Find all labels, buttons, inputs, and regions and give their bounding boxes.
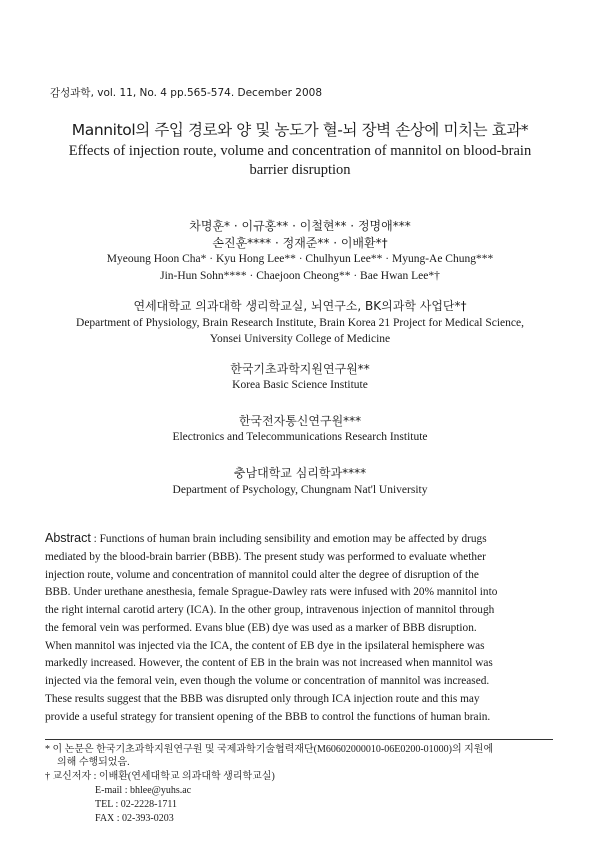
affiliation-1-english-line-1: Department of Physiology, Brain Research Institute, Brain Korea 21 Project for Medical Science, [76, 317, 524, 329]
affiliation-3-english: Electronics and Telecommunications Research Institute [172, 431, 428, 443]
affiliation-2-english: Korea Basic Science Institute [232, 379, 368, 391]
corresponding-author-footnote: † 교신저자 : 이배환(연세대학교 의과대학 생리학교실) [45, 771, 275, 782]
affiliation-4-english: Department of Psychology, Chungnam Nat'l University [172, 484, 428, 496]
abstract-line: Abstract : Functions of human brain including sensibility and emotion may be affected by drugs [45, 531, 487, 545]
abstract [45, 530, 553, 726]
journal-citation: 감성과학, vol. 11, No. 4 pp.565-574. December 2008 [50, 87, 323, 99]
korean-title: Mannitol의 주입 경로와 양 및 농도가 혈-뇌 장벽 손상에 미치는 효과* [71, 121, 529, 139]
affiliation-1-english-line-2: Yonsei University College of Medicine [209, 333, 391, 345]
abstract-label: Abstract [45, 531, 91, 545]
contact-email: E-mail : bhlee@yuhs.ac [95, 785, 192, 796]
english-title-line-2: barrier disruption [249, 162, 351, 178]
affiliation-3-korean: 한국전자통신연구원*** [238, 414, 362, 428]
affiliation-4-korean: 충남대학교 심리학과**** [233, 466, 367, 480]
authors-english-line-1: Myeoung Hoon Cha* · Kyu Hong Lee** · Chulhyun Lee** · Myung-Ae Chung*** [106, 253, 494, 265]
english-title [40, 142, 560, 180]
abstract-line: the femoral vein was performed. Evans blue (EB) dye was used as a marker of BBB disruption. [45, 621, 477, 634]
abstract-line: injected via the femoral vein, even though the volume or concentration of mannitol was increased. [45, 675, 490, 687]
abstract-line: the right internal carotid artery (ICA). In the other group, intravenous injection of mannitol through [45, 604, 495, 616]
authors-korean-line-2: 손진훈**** · 정재준** · 이배환*† [212, 236, 388, 250]
contact-fax: FAX : 02-393-0203 [95, 813, 174, 824]
authors-korean-line-1: 차명훈* · 이규홍** · 이철현** · 정명애*** [189, 219, 411, 233]
affiliation-1-korean: 연세대학교 의과대학 생리학교실, 뇌연구소, BK의과학 사업단*† [133, 299, 467, 313]
authors-english-line-2: Jin-Hun Sohn**** · Chaejoon Cheong** · Bae Hwan Lee*† [160, 270, 440, 282]
abstract-line: provide a useful strategy for transient opening of the BBB to control the functions of human brain. [45, 710, 491, 723]
contact-tel: TEL : 02-2228-1711 [95, 799, 178, 810]
abstract-line: These results suggest that the BBB was disrupted only through ICA injection route and this may [45, 692, 480, 705]
abstract-line: injection route, volume and concentration of mannitol could alter the degree of disruption of the [45, 568, 479, 581]
funding-footnote-line-1: * 이 논문은 한국기초과학지원연구원 및 국제과학기술협력재단(M60602000010-06E0200-01000)의 지원에 [45, 744, 494, 755]
abstract-line: markedly increased. However, the content of EB in the brain was not increased when mannitol was [45, 657, 493, 670]
abstract-line: BBB. Under urethane anesthesia, female Sprague-Dawley rats were infused with 20% mannitol into [45, 586, 498, 599]
funding-footnote-line-2: 의해 수행되었음. [57, 757, 130, 768]
footnote-divider [45, 739, 553, 740]
affiliation-2-korean: 한국기초과학지원연구원** [230, 362, 370, 376]
english-title-line-1: Effects of injection route, volume and concentration of mannitol on blood-brain [68, 143, 532, 159]
abstract-line: mediated by the blood-brain barrier (BBB). The present study was performed to evaluate whether [45, 550, 486, 563]
abstract-line: When mannitol was injected via the ICA, the content of EB dye in the ipsilateral hemisphere was [45, 639, 485, 652]
